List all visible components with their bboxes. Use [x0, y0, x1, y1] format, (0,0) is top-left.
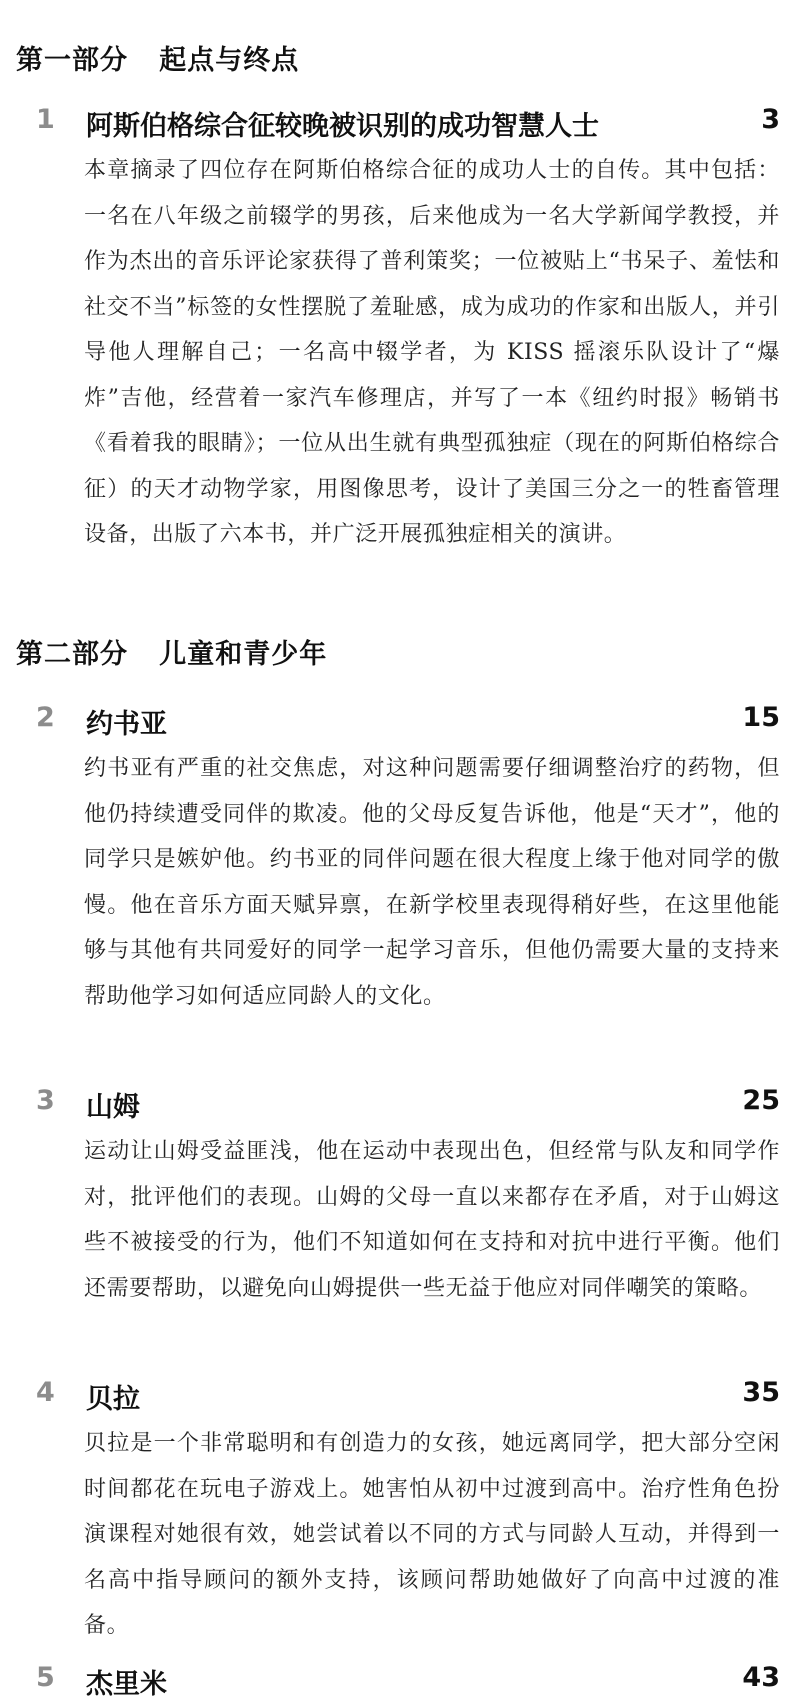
chapter-description: 运动让山姆受益匪浅，他在运动中表现出色，但经常与队友和同学作对，批评他们的表现。山姆的父母一直以来都存在矛盾，对于山姆这些不被接受的行为，他们不知道如何在支持和对抗中进行平衡。他们还需要帮助，以避免向山姆提供一些无益于他应对同伴嘲笑的策略。: [84, 1139, 780, 1301]
chapter-description: 贝拉是一个非常聪明和有创造力的女孩，她远离同学，把大部分空闲时间都花在玩电子游戏上。她害怕从初中过渡到高中。治疗性角色扮演课程对她很有效，她尝试着以不同的方式与同龄人互动，并得到一名高中指导顾问的额外支持，该顾问帮助她做好了向高中过渡的准备。: [84, 1431, 780, 1638]
chapter-number: 5: [36, 1662, 55, 1693]
part-heading: 第二部分 儿童和青少年: [16, 639, 328, 670]
part-heading: 第一部分 起点与终点: [16, 45, 300, 76]
chapter-page-number: 3: [761, 104, 780, 135]
chapter-description: 约书亚有严重的社交焦虑，对这种问题需要仔细调整治疗的药物，但他仍持续遭受同伴的欺凌。他的父母反复告诉他，他是“天才”，他的同学只是嫉妒他。约书亚的同伴问题在很大程度上缘于他对同学的傲慢。他在音乐方面天赋异禀，在新学校里表现得稍好些，在这里他能够与其他有共同爱好的同学一起学习音乐，但他仍需要大量的支持来帮助他学习如何适应同龄人的文化。: [84, 756, 780, 1009]
chapter-number: 1: [36, 104, 55, 135]
chapter-number: 3: [36, 1085, 55, 1116]
chapter-title[interactable]: 杰里米: [86, 1669, 167, 1700]
chapter-number: 2: [36, 702, 55, 733]
chapter-title[interactable]: 山姆: [86, 1092, 140, 1123]
chapter-title[interactable]: 阿斯伯格综合征较晚被识别的成功智慧人士: [86, 111, 599, 142]
chapter-entry[interactable]: [0, 1662, 800, 1702]
chapter-description: 本章摘录了四位存在阿斯伯格综合征的成功人士的自传。其中包括：一名在八年级之前辍学的男孩，后来他成为一名大学新闻学教授，并作为杰出的音乐评论家获得了普利策奖；一位被贴上“书呆子、羞怯和社交不当”标签的女性摆脱了羞耻感，成为成功的作家和出版人，并引导他人理解自己；一名高中辍学者，为 KISS 摇滚乐队设计了“爆炸”吉他，经营着一家汽车修理店，并写了一本《纽约时报》畅销书《看着我的眼睛》；一位从出生就有典型孤独症（现在的阿斯伯格综合征）的天才动物学家，用图像思考，设计了美国三分之一的牲畜管理设备，出版了六本书，并广泛开展孤独症相关的演讲。: [84, 158, 780, 547]
chapter-page-number: 35: [742, 1377, 780, 1408]
chapter-page-number: 43: [742, 1662, 780, 1693]
chapter-title[interactable]: 约书亚: [86, 709, 167, 740]
chapter-title[interactable]: 贝拉: [86, 1384, 140, 1415]
chapter-page-number: 15: [742, 702, 780, 733]
chapter-page-number: 25: [742, 1085, 780, 1116]
chapter-number: 4: [36, 1377, 55, 1408]
